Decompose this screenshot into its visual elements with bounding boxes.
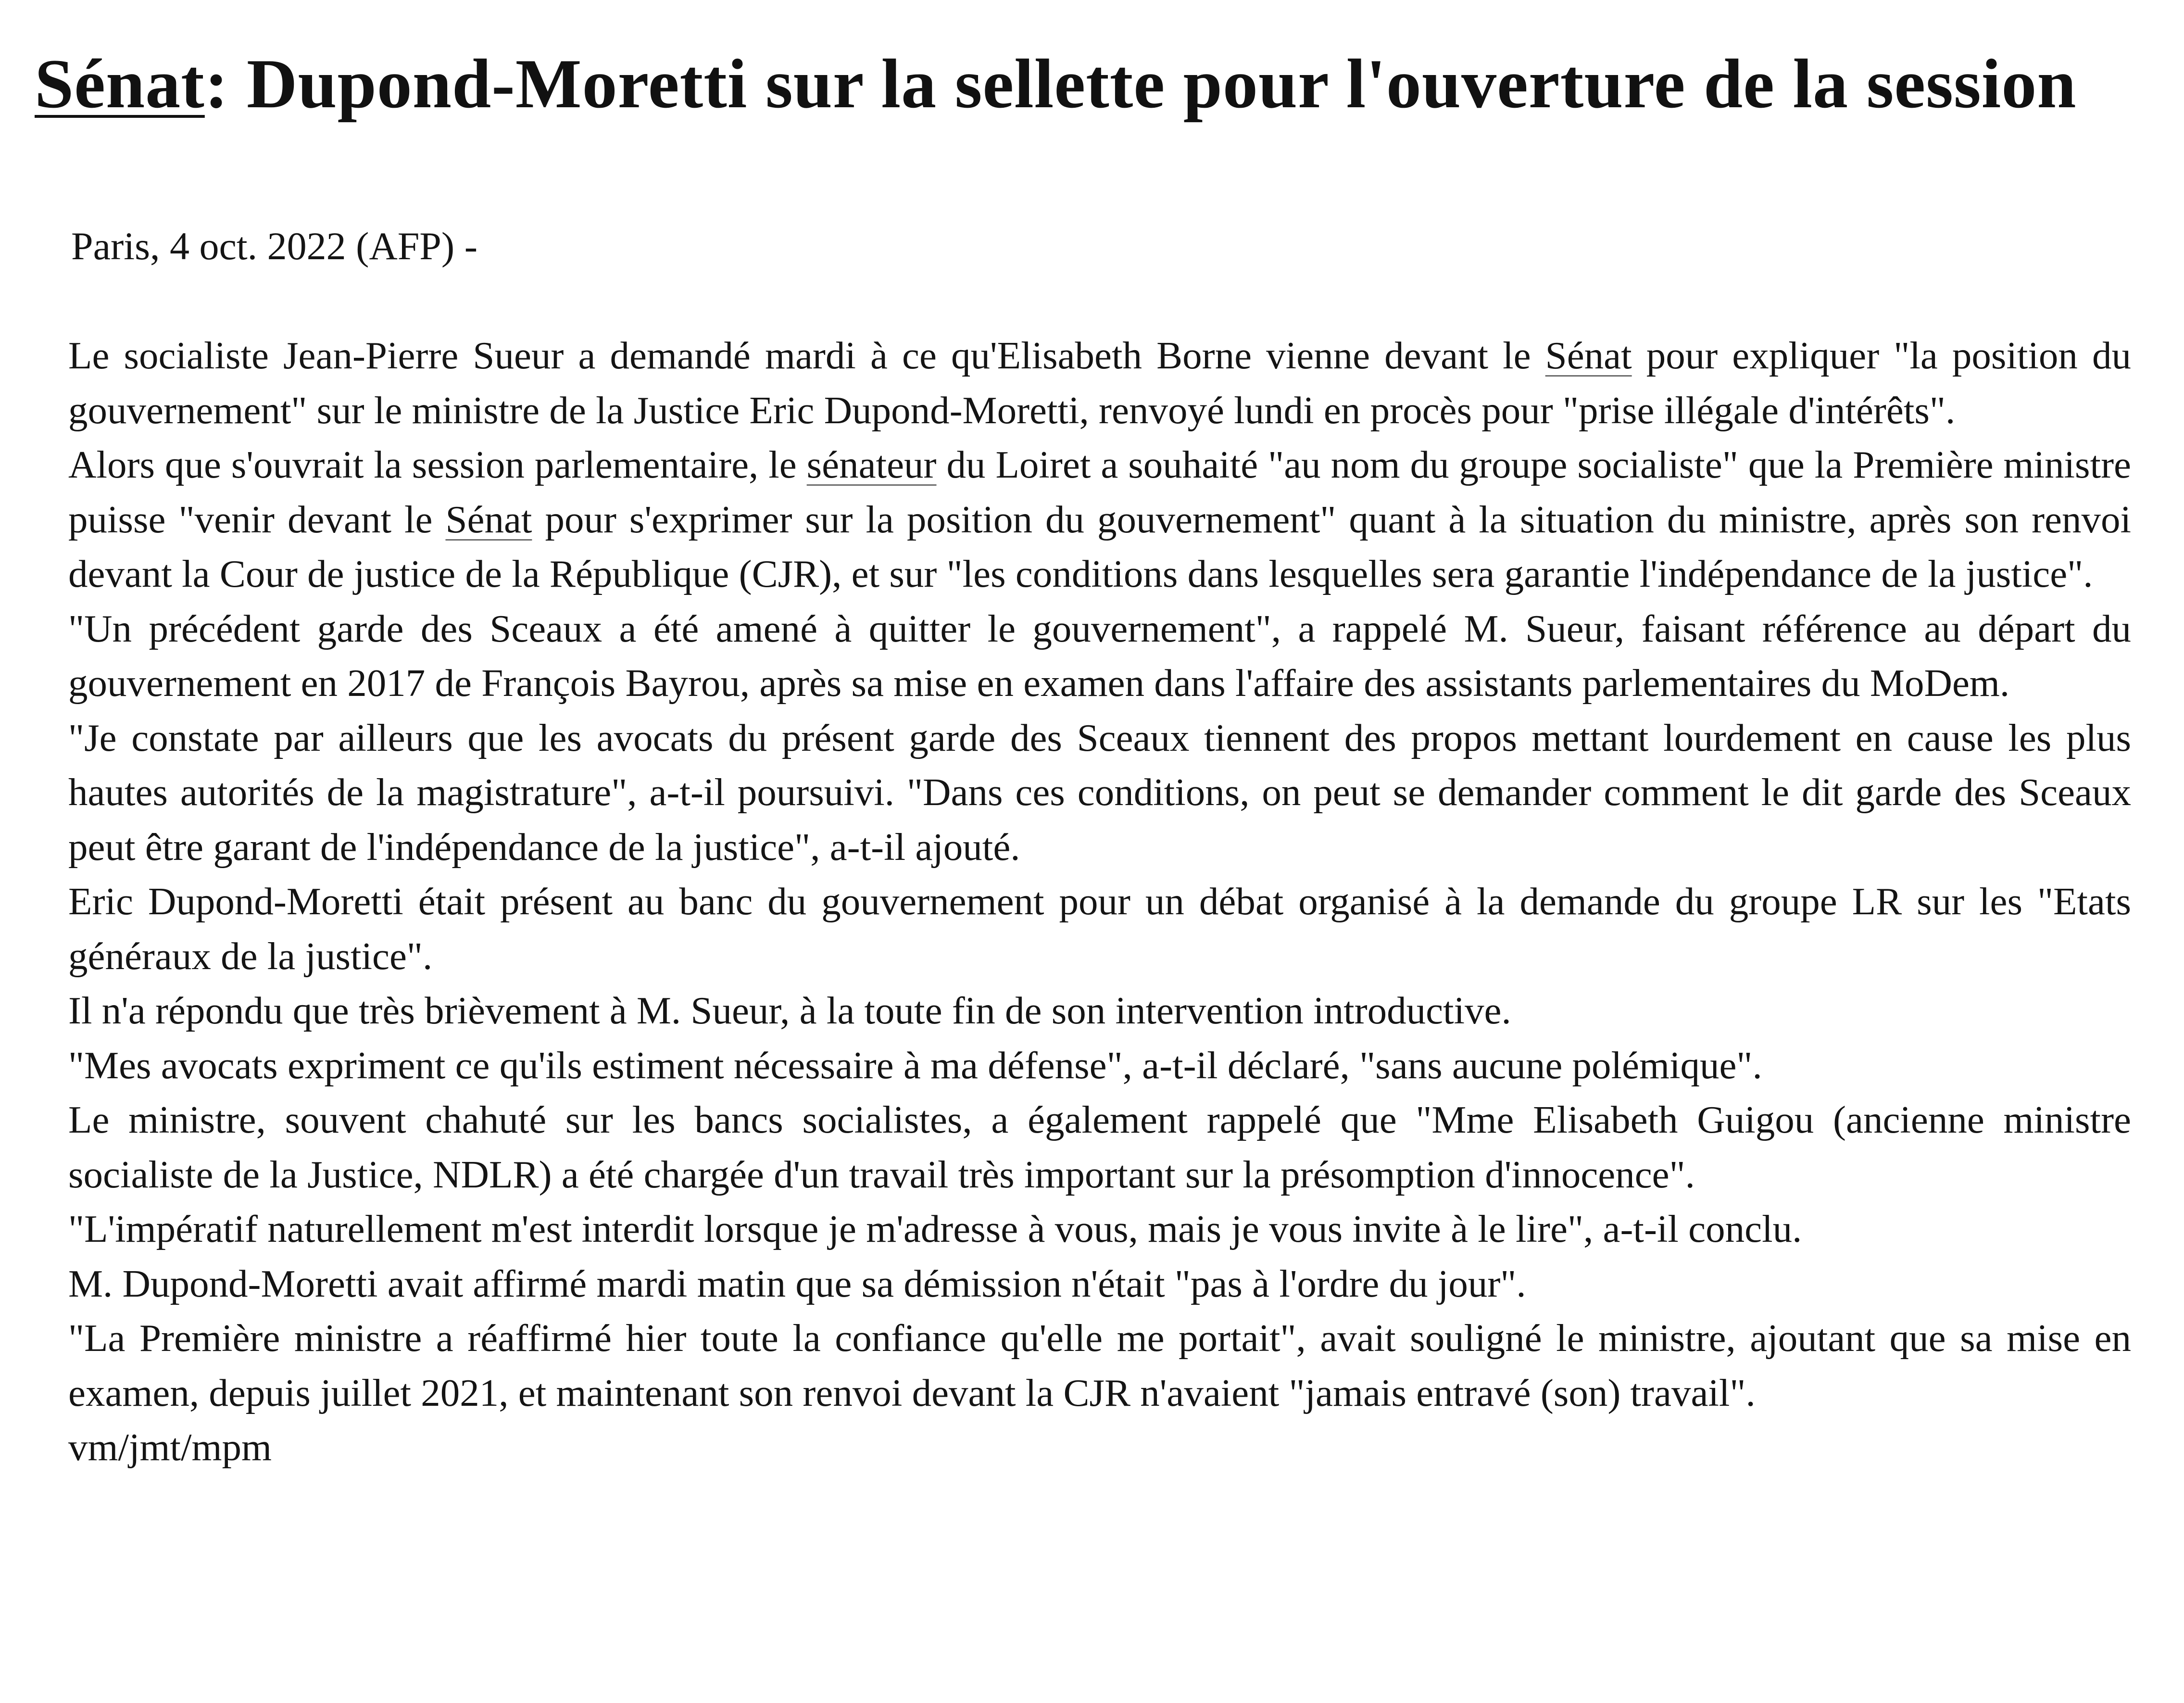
paragraph-1-text-b: pour expliquer "la position du gouvernement" sur le ministre de la Justice Eric Dupond-Moretti, renvoyé lundi en procès pour "prise illégale d'intérêts". [68, 334, 2131, 432]
author-signature: vm/jmt/mpm [68, 1425, 272, 1469]
paragraph-8: Le ministre, souvent chahuté sur les bancs socialistes, a également rappelé que "Mme Elisabeth Guigou (ancienne ministre socialiste de la Justice, NDLR) a été chargée d'un travail très important sur la présomption d'innocence". [68, 1098, 2131, 1196]
article-headline [35, 38, 2150, 129]
paragraph-10: M. Dupond-Moretti avait affirmé mardi matin que sa démission n'était "pas à l'ordre du jour". [68, 1261, 1526, 1305]
headline-lead-word: Sénat [35, 45, 205, 123]
paragraph-3: "Un précédent garde des Sceaux a été amené à quitter le gouvernement", a rappelé M. Sueur, faisant référence au départ du gouvernement en 2017 de François Bayrou, après sa mise en examen dans l'affaire des assistants parlementaires du MoDem. [68, 606, 2131, 705]
highlight-senat: Sénat [1545, 334, 1632, 377]
highlight-senateur: sénateur [806, 443, 937, 486]
paragraph-2-text-b: du Loiret a souhaité "au nom du groupe socialiste" que la Première ministre puisse "venir devant le [68, 443, 2131, 541]
paragraph-1 [68, 328, 2131, 438]
headline-rest: : Dupond-Moretti sur la sellette pour l'ouverture de la session [204, 45, 2077, 123]
paragraph-4: "Je constate par ailleurs que les avocats du présent garde des Sceaux tiennent des propos mettant lourdement en cause les plus hautes autorités de la magistrature", a-t-il poursuivi. "Dans ces conditions, on peut se demander comment le dit garde des Sceaux peut être garant de l'indépendance de la justice", a-t-il ajouté. [68, 716, 2131, 869]
article-dateline: Paris, 4 oct. 2022 (AFP) - [71, 224, 478, 268]
paragraph-2-text-c: pour s'exprimer sur la position du gouvernement" quant à la situation du ministre, après son renvoi devant la Cour de justice de la République (CJR), et sur "les conditions dans lesquelles sera garantie l'indépendance de la justice". [68, 497, 2132, 595]
paragraph-11: "La Première ministre a réaffirmé hier toute la confiance qu'elle me portait", avait souligné le ministre, ajoutant que sa mise en examen, depuis juillet 2021, et maintenant son renvoi devant la CJR n'avaient "jamais entravé (son) travail". [68, 1316, 2131, 1414]
paragraph-2-text-a: Alors que s'ouvrait la session parlementaire, le [68, 443, 807, 486]
paragraph-7: "Mes avocats expriment ce qu'ils estiment nécessaire à ma défense", a-t-il déclaré, "sans aucune polémique". [68, 1043, 1762, 1087]
paragraph-5: Eric Dupond-Moretti était présent au banc du gouvernement pour un débat organisé à la demande du groupe LR sur les "Etats généraux de la justice". [68, 880, 2131, 978]
paragraph-1-text-a: Le socialiste Jean-Pierre Sueur a demandé mardi à ce qu'Elisabeth Borne vienne devant le [68, 334, 1545, 377]
paragraph-2 [68, 438, 2131, 602]
paragraph-6: Il n'a répondu que très brièvement à M. Sueur, à la toute fin de son intervention introductive. [68, 989, 1511, 1032]
highlight-senat-2: Sénat [445, 497, 532, 541]
article-body [68, 328, 2131, 1475]
paragraph-9: "L'impératif naturellement m'est interdit lorsque je m'adresse à vous, mais je vous invite à le lire", a-t-il conclu. [68, 1207, 1802, 1250]
